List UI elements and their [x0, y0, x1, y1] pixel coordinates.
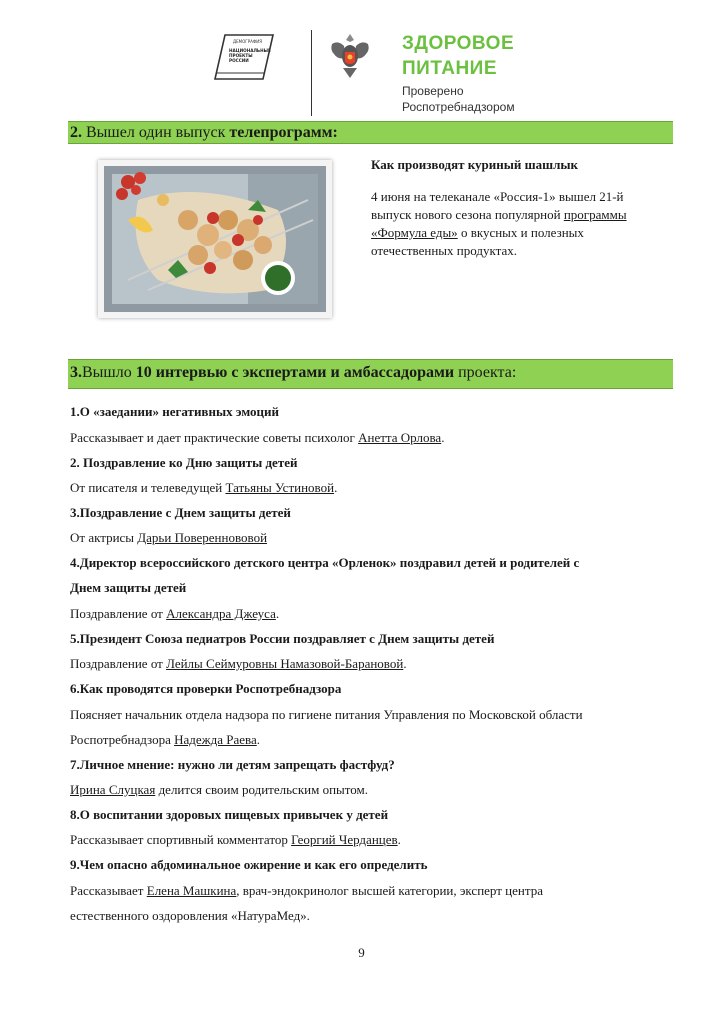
news-body	[371, 188, 671, 260]
svg-text:РОССИИ: РОССИИ	[229, 58, 249, 63]
interview-desc-1	[70, 430, 444, 446]
interview-desc-5	[70, 656, 407, 672]
desc-tail: .	[334, 480, 338, 495]
brand-line-3: Проверено	[402, 84, 464, 98]
interview-desc-6a: Поясняет начальник отдела надзора по гигиене питания Управления по Московской области	[70, 707, 583, 722]
interview-desc-3	[70, 530, 267, 546]
program-link[interactable]: программы	[563, 207, 627, 222]
desc-tail: .	[275, 606, 280, 621]
section-3-heading	[68, 359, 673, 389]
news-title: Как производят куриный шашлык	[371, 157, 579, 172]
section-2-heading	[68, 121, 673, 144]
desc-text: Рассказывает спортивный комментатор	[70, 832, 292, 847]
page-number: 9	[358, 945, 365, 960]
interview-desc-9b: естественного оздоровления «НатураМед».	[70, 908, 310, 923]
interview-link-3[interactable]: Дарьи Повереннововой	[137, 530, 268, 545]
desc-text: От писателя и телеведущей	[70, 480, 226, 495]
section-2-bold: телепрограмм:	[229, 124, 338, 141]
desc-text: Поздравление от	[70, 606, 167, 621]
desc-tail: , врач-эндокринолог высшей категории, эксперт центра	[236, 883, 543, 898]
desc-text: Рассказывает и дает практические советы психолог	[70, 430, 359, 445]
news-line-2	[371, 206, 671, 224]
section-3-number: 3.	[70, 364, 82, 381]
interview-title-4: 4.Директор всероссийского детского центра «Орленок» поздравил детей и родителей с	[70, 555, 580, 570]
interview-title-2: 2. Поздравление ко Дню защиты детей	[70, 455, 298, 470]
desc-text: Роспотребнадзора	[70, 732, 175, 747]
interview-link-7[interactable]: Ирина Слуцкая	[70, 782, 156, 797]
interview-title-3: 3.Поздравление с Днем защиты детей	[70, 505, 291, 520]
svg-text:НАЦИОНАЛЬНЫЕ: НАЦИОНАЛЬНЫЕ	[229, 48, 271, 53]
interview-link-8[interactable]: Георгий Черданцев	[291, 832, 398, 847]
interview-title-4-cont: Днем защиты детей	[70, 580, 187, 595]
national-projects-logo	[213, 33, 275, 81]
desc-tail: .	[256, 732, 261, 747]
interview-desc-4	[70, 606, 279, 622]
interview-desc-2	[70, 480, 337, 496]
section-3-tail: проекта:	[454, 364, 517, 381]
interview-desc-6b	[70, 732, 260, 748]
interview-title-5: 5.Президент Союза педиатров России поздравляет с Днем защиты детей	[70, 631, 495, 646]
section-3-bold: 10 интервью с экспертами и амбассадорами	[135, 364, 455, 381]
interview-title-6: 6.Как проводятся проверки Роспотребнадзора	[70, 681, 342, 696]
desc-text: Поздравление от	[70, 656, 167, 671]
section-2-lead: Вышел один выпуск	[82, 124, 230, 141]
desc-tail: .	[397, 832, 401, 847]
interview-link-4[interactable]: Александра Джеуса	[166, 606, 276, 621]
interview-link-1[interactable]: Анетта Орлова	[358, 430, 442, 445]
interview-link-9[interactable]: Елена Машкина	[146, 883, 237, 898]
header-divider	[311, 30, 312, 116]
interview-title-8: 8.О воспитании здоровых пищевых привычек у детей	[70, 807, 389, 822]
brand-line-2: ПИТАНИЕ	[402, 58, 497, 79]
section-3-lead: Вышло	[82, 364, 136, 381]
desc-tail: делится своим родительским опытом.	[155, 782, 368, 797]
section-2-number: 2.	[70, 124, 82, 141]
news-line-3-text: о вкусных и полезных	[457, 225, 584, 240]
desc-tail: .	[441, 430, 445, 445]
desc-tail: .	[403, 656, 407, 671]
formula-edy-link[interactable]: «Формула еды»	[371, 225, 458, 240]
interview-link-5[interactable]: Лейлы Сеймуровны Намазовой-Барановой	[166, 656, 404, 671]
interview-desc-9a	[70, 883, 543, 899]
interview-link-2[interactable]: Татьяны Устиновой	[225, 480, 335, 495]
interview-title-1: 1.О «заедании» негативных эмоций	[70, 404, 280, 419]
logo-top-text: ДЕМОГРАФИЯ	[233, 39, 263, 44]
news-line-3	[371, 224, 671, 242]
interview-desc-8	[70, 832, 401, 848]
news-line-4: отечественных продуктах.	[371, 243, 517, 258]
coat-of-arms-icon	[328, 30, 372, 82]
interview-link-6[interactable]: Надежда Раева	[174, 732, 257, 747]
desc-text: Рассказывает	[70, 883, 147, 898]
brand-line-4: Роспотребнадзором	[402, 100, 515, 114]
svg-text:ПРОЕКТЫ: ПРОЕКТЫ	[229, 53, 253, 58]
shashlik-photo	[98, 160, 332, 318]
desc-text: От актрисы	[70, 530, 138, 545]
interview-title-9: 9.Чем опасно абдоминальное ожирение и как его определить	[70, 857, 428, 872]
news-line-2-text: выпуск нового сезона популярной	[371, 207, 564, 222]
interview-title-7: 7.Личное мнение: нужно ли детям запрещать фастфуд?	[70, 757, 395, 772]
news-line-1: 4 июня на телеканале «Россия-1» вышел 21-й	[371, 189, 624, 204]
interview-desc-7	[70, 782, 368, 798]
brand-line-1: ЗДОРОВОЕ	[402, 33, 515, 54]
